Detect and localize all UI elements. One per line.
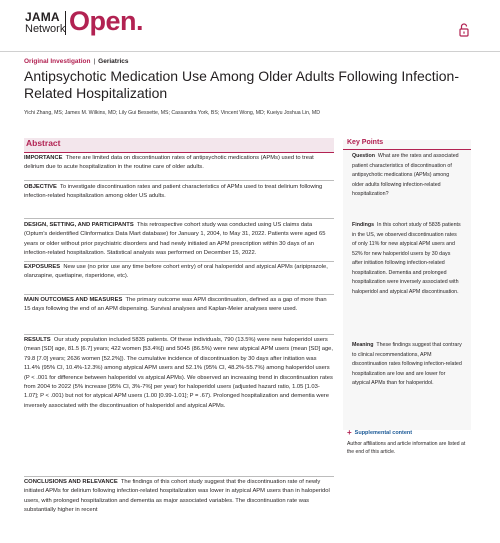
abstract-results xyxy=(24,336,334,411)
supplemental-content-link[interactable] xyxy=(347,427,412,436)
jama-network-open-logo[interactable] xyxy=(25,8,145,44)
affiliations-note: Author affiliations and article information are listed at the end of this article. xyxy=(347,441,466,455)
article-type: Original Investigation xyxy=(24,58,91,65)
key-point-label: Meaning xyxy=(352,342,374,348)
logo-network: Network xyxy=(25,23,66,35)
paragraph-text: Our study population included 5835 patients. Of these individuals, 790 (13.5%) were new haloperidol users (mean [SD] age, 81.5 [6.7] years; 422 women [53.4%]) and 5045 (86.5%) were new atypical APM users (mean [SD] age, 79.8 [7.0] years; 2636 women [52.2%]). The cumulative incidence of discontinuation by 30 days after initiation was 11.4% (95% CI, 10.4%-12.3%) among atypical APM users and 52.1% (95% CI, 48.2%-55.7%) among haloperidol users (P < .001 for difference between haloperidol vs atypical APMs). We observed an increasing trend in discontinuation rates from 2004 to 2022 (5% increase [95% CI, 3%-7%] per year) for haloperidol users (adjusted hazard ratio, 1.05 [1.03-1.07]; P < .001) but not for atypical APM users (1.00 [0.99-1.01]; P = .67). Prolonged hospitalization and dementia were inversely associated with the discontinuation of haloperidol and atypical APMs. xyxy=(24,337,334,409)
key-point-meaning xyxy=(352,341,462,389)
paragraph-label: EXPOSURES xyxy=(24,264,61,270)
paragraph-divider xyxy=(24,218,334,219)
article-title: Antipsychotic Medication Use Among Older Adults Following Infection-Related Hospitalization xyxy=(24,68,459,101)
key-point-label: Question xyxy=(352,153,375,159)
unlock-icon xyxy=(459,23,469,37)
key-points-rule xyxy=(343,149,471,150)
paragraph-divider xyxy=(24,476,334,477)
paragraph-divider xyxy=(24,294,334,295)
key-point-findings xyxy=(352,221,462,297)
abstract-conclusions xyxy=(24,478,334,516)
abstract-heading: Abstract xyxy=(26,138,61,148)
abstract-exposures xyxy=(24,263,334,282)
abstract-importance xyxy=(24,154,334,173)
paragraph-text: The findings of this cohort study suggest that the discontinuation rate of newly initiated APMs for delirium following infection-related hospitalization was lower in atypical APM users than in haloperidol users, with prolonged hospitalization and dementia as major associated variables. The discontinuation rate was substantially higher in recent xyxy=(24,479,330,514)
key-point-text: These findings suggest that contrary to clinical recommendations, APM discontinuation rates following infection-related hospitalization are low and are lower for atypical APMs than for haloperidol. xyxy=(352,342,462,386)
key-point-question xyxy=(352,152,462,200)
key-points-heading: Key Points xyxy=(347,139,384,146)
key-point-text: What are the rates and associated patient characteristics of discontinuation of antipsychotic medications (APMs) among older adults following infection-related hospitalization? xyxy=(352,153,459,197)
paragraph-label: OBJECTIVE xyxy=(24,184,57,190)
paragraph-label: MAIN OUTCOMES AND MEASURES xyxy=(24,297,123,303)
paragraph-text: To investigate discontinuation rates and patient characteristics of APMs used to treat delirium following infection-related hospitalization among older US adults. xyxy=(24,184,323,200)
paragraph-text: This retrospective cohort study was conducted using US claims data (Optum's deidentified Clinformatics Data Mart database) for January 1, 2004, to May 31, 2022. Patients were aged 65 years or older without prior psychiatric disorders and had newly initiated an APM prescription within 30 days of an infection-related hospitalization. Statistical analysis was performed on December 15, 2022. xyxy=(24,222,326,257)
key-point-label: Findings xyxy=(352,222,375,228)
article-section: Geriatrics xyxy=(98,58,129,65)
paragraph-divider xyxy=(24,180,334,181)
logo-wordmark xyxy=(25,11,65,35)
paragraph-divider xyxy=(24,334,334,335)
paragraph-label: RESULTS xyxy=(24,337,51,343)
paragraph-text: The primary outcome was APM discontinuation, defined as a gap of more than 15 days following the end of an APM dispensing. Survival analyses and Kaplan-Meier analyses were used. xyxy=(24,297,327,313)
author-list: Yichi Zhang, MS; James M. Wilkins, MD; Lily Gui Bessette, MS; Cassandra York, BS; Vincent Wong, MD; Kueiyu Joshua Lin, MD xyxy=(24,110,320,116)
paragraph-divider xyxy=(24,261,334,262)
abstract-outcomes xyxy=(24,296,334,315)
logo-open: Open. xyxy=(69,6,144,36)
paragraph-text: There are limited data on discontinuation rates of antipsychotic medications (APMs) used to treat delirium due to acute hospitalization in the routine care of older adults. xyxy=(24,155,314,171)
plus-icon: + xyxy=(347,428,352,437)
paragraph-label: CONCLUSIONS AND RELEVANCE xyxy=(24,479,118,485)
header-divider xyxy=(0,51,500,52)
key-point-text: In this cohort study of 5835 patients in the US, we observed discontinuation rates of only 11% for new atypical APM users and 52% for new haloperidol users by 30 days after initiation following infection-related hospitalization. Dementia and prolonged hospitalization were inversely associated with haloperidol and atypical APM discontinuation. xyxy=(352,222,461,295)
paragraph-label: DESIGN, SETTING, AND PARTICIPANTS xyxy=(24,222,134,228)
abstract-heading-rule xyxy=(24,152,334,153)
logo-divider xyxy=(65,11,66,35)
abstract-heading-bar xyxy=(24,138,334,152)
paragraph-text: New use (no prior use any time before cohort entry) of oral haloperidol and atypical APMs (aripiprazole, olanzapine, quetiapine, risperidone, etc). xyxy=(24,264,328,280)
article-kicker xyxy=(24,58,129,65)
abstract-objective xyxy=(24,183,334,202)
supplemental-content-label: Supplemental content xyxy=(354,430,413,436)
paragraph-label: IMPORTANCE xyxy=(24,155,63,161)
kicker-separator: | xyxy=(93,58,96,65)
abstract-design xyxy=(24,221,334,259)
logo-jama: JAMA xyxy=(25,10,60,24)
